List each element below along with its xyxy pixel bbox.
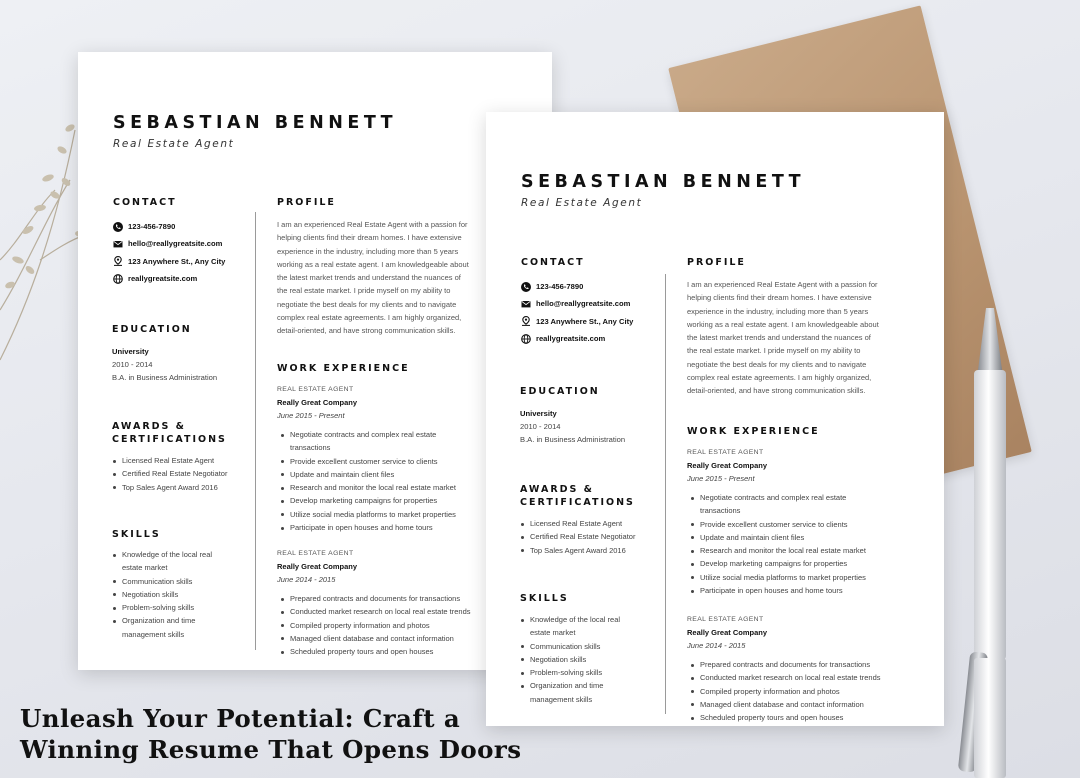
list-item: Certified Real Estate Negotiator bbox=[112, 467, 227, 480]
list-item: Provide excellent customer service to clients bbox=[277, 455, 456, 468]
phone-icon bbox=[113, 222, 123, 232]
list-item: Research and monitor the local real estate market bbox=[687, 544, 866, 557]
work-heading: WORK EXPERIENCE bbox=[277, 363, 410, 374]
education-heading: EDUCATION bbox=[112, 324, 192, 335]
list-item: Negotiate contracts and complex real estate transactions bbox=[277, 428, 456, 455]
profile-heading: PROFILE bbox=[277, 197, 336, 208]
skills-list bbox=[520, 613, 620, 706]
list-item: Compiled property information and photos bbox=[687, 685, 881, 698]
awards-list bbox=[112, 454, 227, 494]
email-icon bbox=[113, 239, 123, 249]
contact-website: reallygreatsite.com bbox=[521, 330, 633, 347]
resume-name: SEBASTIAN BENNETT bbox=[521, 172, 806, 192]
list-item: Develop marketing campaigns for properties bbox=[277, 494, 456, 507]
list-item: Scheduled property tours and open houses bbox=[687, 711, 881, 724]
contact-heading: CONTACT bbox=[521, 257, 585, 268]
list-item: Research and monitor the local real estate market bbox=[277, 481, 456, 494]
list-item: Top Sales Agent Award 2016 bbox=[112, 481, 227, 494]
location-icon bbox=[113, 256, 123, 266]
list-item: Negotiate contracts and complex real estate transactions bbox=[687, 491, 866, 518]
list-item: Conducted market research on local real estate trends bbox=[687, 671, 881, 684]
contact-phone: 123-456-7890 bbox=[113, 218, 225, 235]
resume-title: Real Estate Agent bbox=[113, 138, 235, 150]
headline bbox=[20, 703, 521, 765]
location-icon bbox=[521, 316, 531, 326]
list-item: Managed client database and contact information bbox=[687, 698, 881, 711]
profile-text: I am an experienced Real Estate Agent with a passion for helping clients find their dream homes. I have extensive experience in the industry, including more than 5 years working as a real estate agent. I am knowledgeable about the latest market trends and understand the nuances of the real estate market. I pride myself on my ability to negotiate the best deals for my clients and to navigate complex real estate agreements. I am highly organized, detail-oriented, and have strong communication skills. bbox=[277, 220, 469, 336]
list-item: Problem-solving skills bbox=[520, 666, 620, 679]
awards-heading: AWARDS & CERTIFICATIONS bbox=[520, 484, 635, 508]
list-item: Participate in open houses and home tours bbox=[277, 521, 456, 534]
list-item: Communication skills bbox=[520, 640, 620, 653]
skills-heading: SKILLS bbox=[112, 529, 161, 540]
contact-email: hello@reallygreatsite.com bbox=[521, 295, 633, 312]
education-heading: EDUCATION bbox=[520, 386, 600, 397]
phone-icon bbox=[521, 282, 531, 292]
list-item: Communication skills bbox=[112, 575, 212, 588]
list-item: Negotiation skills bbox=[520, 653, 620, 666]
awards-list bbox=[520, 517, 635, 557]
education-block: University 2010 - 2014 B.A. in Business Administration bbox=[112, 347, 218, 382]
contact-phone: 123-456-7890 bbox=[521, 278, 633, 295]
job-entry: REAL ESTATE AGENT Really Great Company June 2014 - 2015 Prepared contracts and documents for transactions Conducted market research on local real estate trends Compiled property information and photos Managed client database and contact information Scheduled property tours and open houses bbox=[687, 614, 881, 724]
list-item: Licensed Real Estate Agent bbox=[520, 517, 635, 530]
contact-heading: CONTACT bbox=[113, 197, 177, 208]
list-item: Knowledge of the local real estate market bbox=[112, 548, 212, 575]
resume-name: SEBASTIAN BENNETT bbox=[113, 113, 398, 133]
globe-icon bbox=[113, 274, 123, 284]
resume-sheet-back bbox=[78, 52, 552, 670]
globe-icon bbox=[521, 334, 531, 344]
list-item: Develop marketing campaigns for properties bbox=[687, 557, 866, 570]
list-item: Scheduled property tours and open houses bbox=[277, 645, 471, 658]
contact-website: reallygreatsite.com bbox=[113, 270, 225, 287]
profile-heading: PROFILE bbox=[687, 257, 746, 268]
contact-list bbox=[521, 278, 633, 347]
list-item: Organization and time management skills bbox=[520, 679, 620, 706]
pen bbox=[950, 300, 1030, 778]
list-item: Provide excellent customer service to clients bbox=[687, 518, 866, 531]
resume-title: Real Estate Agent bbox=[521, 197, 643, 209]
skills-list bbox=[112, 548, 212, 641]
education-block: University 2010 - 2014 B.A. in Business Administration bbox=[520, 409, 626, 444]
resume-sheet-front bbox=[486, 112, 944, 726]
list-item: Update and maintain client files bbox=[687, 531, 866, 544]
list-item: Participate in open houses and home tours bbox=[687, 584, 866, 597]
list-item: Prepared contracts and documents for transactions bbox=[277, 592, 471, 605]
contact-list bbox=[113, 218, 225, 287]
list-item: Conducted market research on local real estate trends bbox=[277, 605, 471, 618]
list-item: Update and maintain client files bbox=[277, 468, 456, 481]
job-entry: REAL ESTATE AGENT Really Great Company June 2015 - Present Negotiate contracts and complex real estate transactions Provide excellent customer service to clients Update and maintain client files Research and monitor the local real estate market Develop marketing campaigns for properties Utilize social media platforms to market properties Participate in open houses and home tours bbox=[687, 447, 866, 597]
headline-line-1: Unleash Your Potential: Craft a bbox=[20, 704, 461, 733]
list-item: Licensed Real Estate Agent bbox=[112, 454, 227, 467]
contact-email: hello@reallygreatsite.com bbox=[113, 235, 225, 252]
email-icon bbox=[521, 299, 531, 309]
contact-address: 123 Anywhere St., Any City bbox=[113, 253, 225, 270]
list-item: Certified Real Estate Negotiator bbox=[520, 530, 635, 543]
list-item: Compiled property information and photos bbox=[277, 619, 471, 632]
job-entry: REAL ESTATE AGENT Really Great Company June 2015 - Present Negotiate contracts and complex real estate transactions Provide excellent customer service to clients Update and maintain client files Research and monitor the local real estate market Develop marketing campaigns for properties Utilize social media platforms to market properties Participate in open houses and home tours bbox=[277, 384, 456, 534]
column-divider bbox=[255, 212, 256, 650]
list-item: Top Sales Agent Award 2016 bbox=[520, 544, 635, 557]
contact-address: 123 Anywhere St., Any City bbox=[521, 313, 633, 330]
awards-heading: AWARDS & CERTIFICATIONS bbox=[112, 421, 227, 445]
column-divider bbox=[665, 274, 666, 714]
list-item: Managed client database and contact information bbox=[277, 632, 471, 645]
job-entry: REAL ESTATE AGENT Really Great Company June 2014 - 2015 Prepared contracts and documents for transactions Conducted market research on local real estate trends Compiled property information and photos Managed client database and contact information Scheduled property tours and open houses bbox=[277, 548, 471, 658]
list-item: Utilize social media platforms to market properties bbox=[277, 508, 456, 521]
list-item: Utilize social media platforms to market properties bbox=[687, 571, 866, 584]
list-item: Problem-solving skills bbox=[112, 601, 212, 614]
list-item: Prepared contracts and documents for transactions bbox=[687, 658, 881, 671]
profile-text: I am an experienced Real Estate Agent with a passion for helping clients find their dream homes. I have extensive experience in the industry, including more than 5 years working as a real estate agent. I am knowledgeable about the latest market trends and understand the nuances of the real estate market. I pride myself on my ability to negotiate the best deals for my clients and to navigate complex real estate agreements. I am highly organized, detail-oriented, and have strong communication skills. bbox=[687, 280, 879, 396]
work-heading: WORK EXPERIENCE bbox=[687, 426, 820, 437]
list-item: Knowledge of the local real estate market bbox=[520, 613, 620, 640]
headline-line-2: Winning Resume That Opens Doors bbox=[20, 735, 522, 764]
list-item: Negotiation skills bbox=[112, 588, 212, 601]
skills-heading: SKILLS bbox=[520, 593, 569, 604]
list-item: Organization and time management skills bbox=[112, 614, 212, 641]
